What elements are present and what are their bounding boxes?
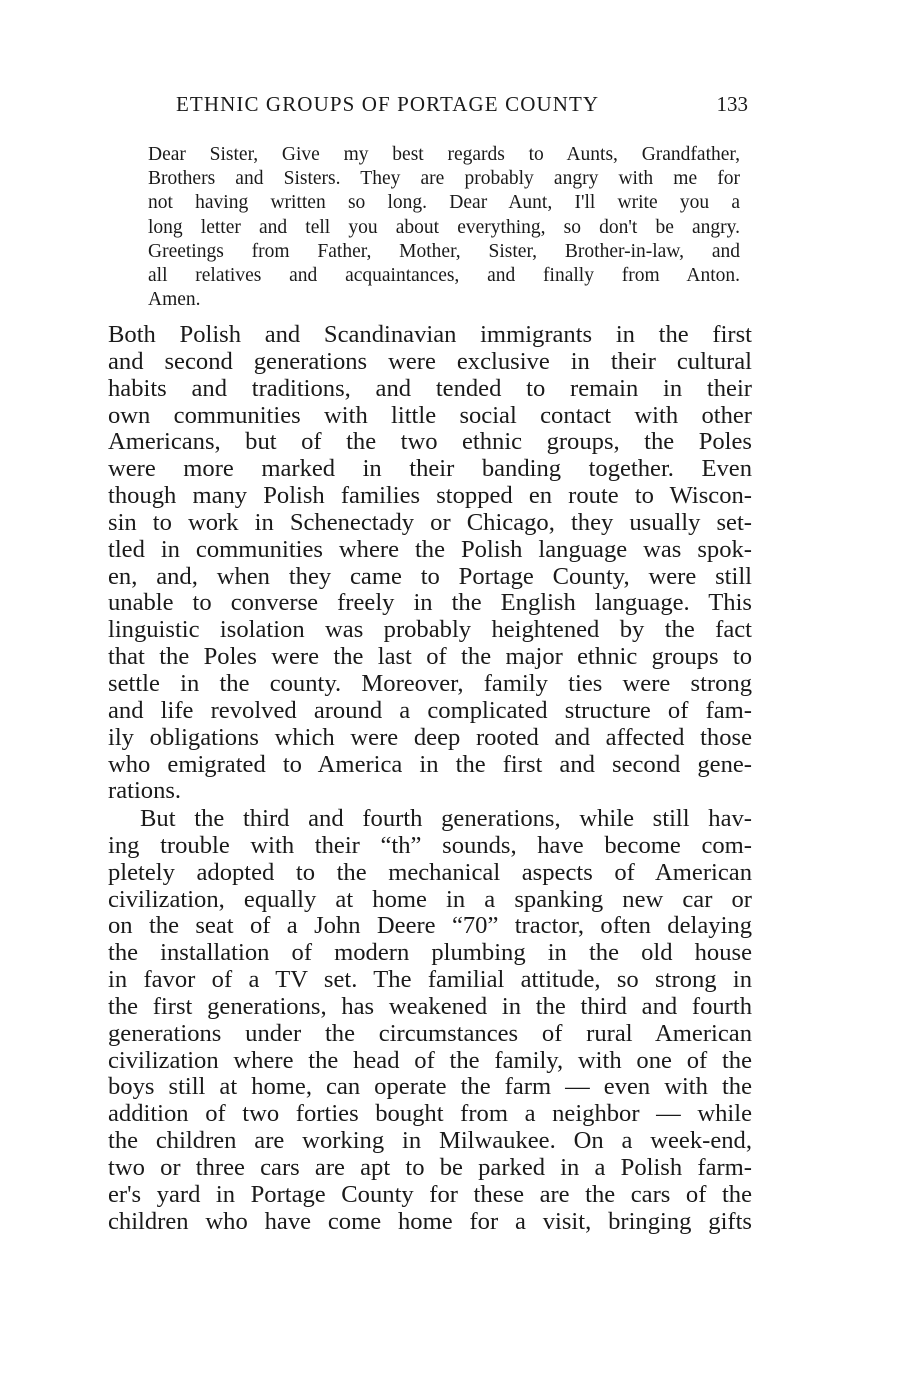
- quote-line: not having written so long. Dear Aunt, I'll write you a: [148, 192, 740, 214]
- paragraph-2: [108, 806, 752, 1236]
- body-line: in favor of a TV set. The familial attitude, so strong in: [108, 966, 752, 994]
- body-line: on the seat of a John Deere “70” tractor, often delaying: [108, 912, 752, 940]
- quote-line: all relatives and acquaintances, and finally from Anton.: [148, 264, 740, 286]
- body-line: the installation of modern plumbing in the old house: [108, 939, 752, 967]
- body-line: generations under the circumstances of rural American: [108, 1019, 752, 1047]
- quote-line: Brothers and Sisters. They are probably angry with me for: [148, 168, 740, 190]
- body-line: rations.: [108, 777, 182, 805]
- running-title: ETHNIC GROUPS OF PORTAGE COUNTY: [176, 92, 600, 116]
- letter-quote: [148, 143, 740, 312]
- body-line: own communities with little social contact with other: [108, 401, 752, 429]
- page-number: 133: [716, 92, 748, 116]
- body-line: the first generations, has weakened in the third and fourth: [108, 992, 752, 1020]
- body-line: the children are working in Milwaukee. On a week-end,: [108, 1127, 752, 1155]
- body-line: civilization where the head of the family, with one of the: [108, 1046, 752, 1074]
- quote-line: Amen.: [148, 289, 201, 311]
- body-line: children who have come home for a visit, bringing gifts: [108, 1207, 752, 1235]
- body-line: who emigrated to America in the first and second gene-: [108, 750, 752, 778]
- body-line: ing trouble with their “th” sounds, have become com-: [108, 831, 752, 859]
- body-line: sin to work in Schenectady or Chicago, they usually set-: [108, 508, 752, 536]
- body-line: Both Polish and Scandinavian immigrants in the first: [108, 321, 752, 348]
- body-line: unable to converse freely in the English language. This: [108, 589, 752, 617]
- body-line: and life revolved around a complicated structure of fam-: [108, 696, 752, 724]
- body-line: ily obligations which were deep rooted and affected those: [108, 723, 752, 751]
- body-line: habits and traditions, and tended to remain in their: [108, 374, 752, 402]
- body-line: civilization, equally at home in a spanking new car or: [108, 885, 752, 913]
- body-line: linguistic isolation was probably heightened by the fact: [108, 616, 752, 644]
- body-line: er's yard in Portage County for these are the cars of the: [108, 1180, 752, 1208]
- quote-line: long letter and tell you about everything, so don't be angry.: [148, 216, 740, 238]
- body-line: two or three cars are apt to be parked in a Polish farm-: [108, 1153, 752, 1181]
- paragraph-1: [108, 322, 752, 805]
- body-line: though many Polish families stopped en route to Wiscon-: [108, 482, 752, 510]
- body-line: and second generations were exclusive in their cultural: [108, 347, 752, 375]
- body-line: pletely adopted to the mechanical aspects of American: [108, 858, 752, 886]
- body-line: were more marked in their banding together. Even: [108, 455, 752, 483]
- running-head: [176, 92, 748, 122]
- body-line: tled in communities where the Polish language was spok-: [108, 535, 752, 563]
- body-line: en, and, when they came to Portage County, were still: [108, 562, 752, 590]
- body-line: boys still at home, can operate the farm — even with the: [108, 1073, 752, 1101]
- quote-line: Dear Sister, Give my best regards to Aunts, Grandfather,: [148, 144, 740, 165]
- body-line: settle in the county. Moreover, family ties were strong: [108, 669, 752, 697]
- body-line: Americans, but of the two ethnic groups, the Poles: [108, 428, 752, 456]
- body-line: addition of two forties bought from a neighbor — while: [108, 1100, 752, 1128]
- quote-line: Greetings from Father, Mother, Sister, Brother-in-law, and: [148, 240, 740, 262]
- body-line: that the Poles were the last of the major ethnic groups to: [108, 643, 752, 671]
- body-line: But the third and fourth generations, while still hav-: [140, 805, 752, 832]
